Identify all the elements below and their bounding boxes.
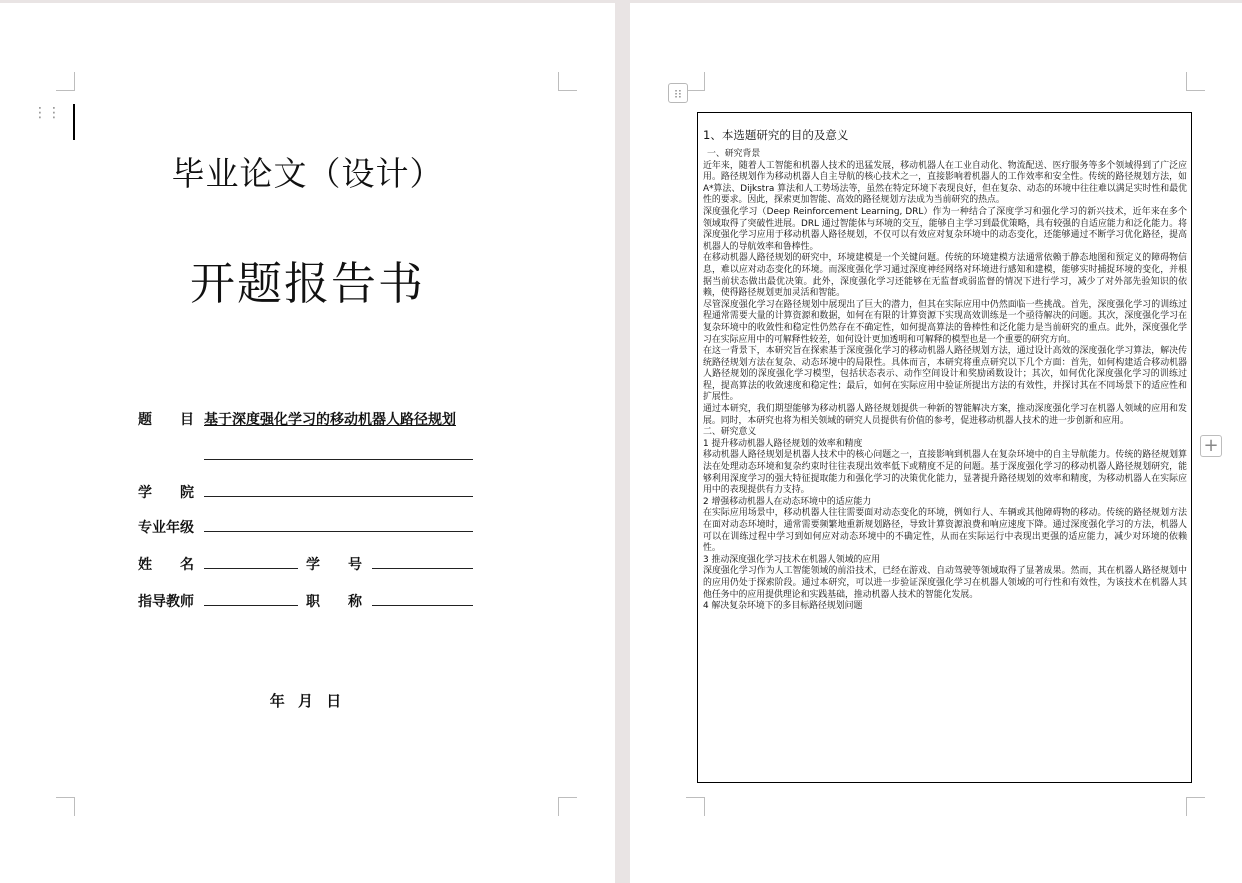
paragraph: 近年来，随着人工智能和机器人技术的迅猛发展，移动机器人在工业自动化、物流配送、医疗服务等多个领域得到了广泛应用。路径规划作为移动机器人自主导航的核心技术之一，直接影响着机器人的工作效率和安全性。传统的路径规划方法，如 A*算法、Dijkstra 算法和人工势场法等，虽然在特定环境下表现良好，但在复杂、动态的环境中往往难以满足实时性和最优性的要求。因此，探索更加智能、高效的路径规划方法成为当前研究的热点。 — [703, 160, 1187, 206]
major-grade-label: 专业年级 — [138, 520, 194, 536]
plus-icon[interactable]: + — [1200, 435, 1222, 457]
crop-mark — [1186, 797, 1205, 816]
advisor-field[interactable] — [204, 591, 298, 606]
advisor-label: 指导教师 — [138, 594, 194, 610]
section-title: 1、本选题研究的目的及意义 — [703, 128, 849, 142]
paragraph: 在这一背景下，本研究旨在探索基于深度强化学习的移动机器人路径规划方法，通过设计高效的深度强化学习算法，解决传统路径规划方法在复杂、动态环境中的局限性。具体而言，本研究将重点研究以下几个方面：首先，如何构建适合移动机器人路径规划的深度强化学习模型，包括状态表示、动作空间设计和奖励函数设计；其次，如何优化深度强化学习的训练过程，提高算法的收敛速度和稳定性；最后，如何在实际应用中验证所提出方法的有效性，并探讨其在不同场景下的适应性和扩展性。 — [703, 346, 1187, 403]
subheading: 3 推动深度强化学习技术在机器人领域的应用 — [703, 554, 881, 565]
topic-label: 题 目 — [138, 412, 194, 428]
crop-mark — [686, 797, 705, 816]
paragraph: 深度强化学习作为人工智能领域的前沿技术，已经在游戏、自动驾驶等领域取得了显著成果。然而，其在机器人路径规划中的应用仍处于探索阶段。通过本研究，可以进一步验证深度强化学习在机器人领域的可行性和有效性，为该技术在机器人其他任务中的应用提供理论和实践基础，推动机器人技术的智能化发展。 — [703, 566, 1187, 600]
paragraph: 深度强化学习（Deep Reinforcement Learning, DRL）作为一种结合了深度学习和强化学习的新兴技术，近年来在多个领域取得了突破性进展。DRL 通过智能体与环境的交互，能够自主学习到最优策略，具有较强的自适应能力和泛化能力。将深度强化学习应用于移动机器人路径规划，不仅可以有效应对复杂环境中的动态变化，还能够通过不断学习优化路径，提高机器人的导航效率和鲁棒性。 — [703, 206, 1187, 252]
paragraph: 尽管深度强化学习在路径规划中展现出了巨大的潜力，但其在实际应用中仍然面临一些挑战。首先，深度强化学习的训练过程通常需要大量的计算资源和数据，如何在有限的计算资源下实现高效训练是一个亟待解决的问题。其次，深度强化学习在复杂环境中的收敛性和稳定性仍然存在不确定性，如何提高算法的鲁棒性和泛化能力是当前研究的重点。此外，深度强化学习在实际应用中的可解释性较差，如何设计更加透明和可解释的模型也是一个重要的研究方向。 — [703, 299, 1187, 345]
student-id-label: 学 号 — [306, 557, 362, 573]
heading-significance: 二、研究意义 — [703, 427, 757, 438]
crop-mark — [686, 72, 705, 91]
thesis-title: 毕业论文（设计） — [171, 154, 444, 193]
professional-title-field[interactable] — [372, 591, 473, 606]
crop-mark — [56, 72, 75, 91]
college-field[interactable] — [204, 482, 473, 497]
text-cursor — [73, 104, 75, 140]
paragraph: 移动机器人路径规划是机器人技术中的核心问题之一，直接影响到机器人在复杂环境中的自主导航能力。传统的路径规划算法在处理动态环境和复杂约束时往往表现出效率低下或精度不足的问题。基于深度强化学习的移动机器人路径规划研究，能够利用深度学习的强大特征提取能力和强化学习的决策优化能力，显著提升路径规划的效率和精度，为移动机器人在实际应用中的表现提供有力支持。 — [703, 450, 1187, 496]
crop-mark — [56, 797, 75, 816]
subheading: 1 提升移动机器人路径规划的效率和精度 — [703, 438, 863, 449]
topic-continuation-line[interactable] — [204, 445, 473, 460]
heading-background: 一、研究背景 — [707, 149, 761, 159]
crop-mark — [1186, 72, 1205, 91]
report-title: 开题报告书 — [189, 257, 425, 310]
table-cell[interactable] — [697, 112, 1192, 783]
student-id-field[interactable] — [372, 554, 473, 569]
name-field[interactable] — [204, 554, 298, 569]
paragraph: 通过本研究，我们期望能够为移动机器人路径规划提供一种新的智能解决方案，推动深度强化学习在机器人领域的应用和发展。同时，本研究也将为相关领域的研究人员提供有价值的参考，促进移动机器人技术的进一步创新和应用。 — [703, 404, 1187, 426]
name-label: 姓 名 — [138, 557, 194, 573]
date-label: 年 月 日 — [269, 692, 346, 710]
subheading: 4 解决复杂环境下的多目标路径规划问题 — [703, 601, 863, 612]
table-move-icon[interactable]: ⁝⁝ — [668, 83, 688, 103]
topic-value[interactable]: 基于深度强化学习的移动机器人路径规划 — [204, 412, 456, 428]
college-label: 学 院 — [138, 485, 194, 501]
crop-mark — [558, 797, 577, 816]
professional-title-label: 职 称 — [306, 594, 362, 610]
subheading: 2 增强移动机器人在动态环境中的适应能力 — [703, 496, 872, 507]
drag-handle-icon[interactable]: ⋮⋮ — [33, 105, 61, 121]
crop-mark — [558, 72, 577, 91]
cover-page — [0, 3, 615, 883]
paragraph: 在实际应用场景中，移动机器人往往需要面对动态变化的环境，例如行人、车辆或其他障碍物的移动。传统的路径规划方法在面对动态环境时，通常需要频繁地重新规划路径，导致计算资源浪费和响应速度下降。通过深度强化学习的方法，机器人可以在训练过程中学习到如何应对动态环境中的不确定性，从而在实际运行中表现出更强的适应能力，减少对环境的依赖性。 — [703, 508, 1187, 554]
major-grade-field[interactable] — [204, 517, 473, 532]
paragraph: 在移动机器人路径规划的研究中，环境建模是一个关键问题。传统的环境建模方法通常依赖于静态地图和预定义的障碍物信息，难以应对动态变化的环境。而深度强化学习通过深度神经网络对环境进行感知和建模，能够实时捕捉环境的变化，并根据当前状态做出最优决策。此外，深度强化学习还能够在无监督或弱监督的情况下进行学习，减少了对外部先验知识的依赖，使得路径规划更加灵活和智能。 — [703, 253, 1187, 299]
